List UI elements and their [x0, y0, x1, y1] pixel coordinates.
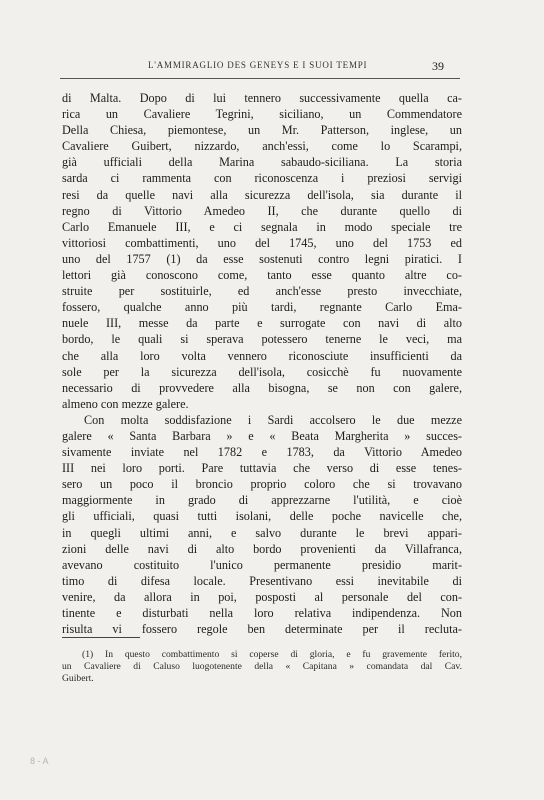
footnote — [62, 649, 462, 686]
text-line: Della Chiesa, piemontese, un Mr. Patterson, inglese, un — [62, 123, 462, 138]
text-line: galere « Santa Barbara » e « Beata Margherita » succes- — [62, 428, 462, 443]
text-line: regno di Vittorio Amedeo II, che durante quello di — [62, 203, 462, 218]
text-line: Con molta soddisfazione i Sardi accolsero le due mezze — [84, 412, 462, 427]
text-line: fossero, qualche anno più tardi, regnante Carlo Ema- — [62, 300, 462, 315]
text-line: bordo, le quali si sperava potessero tenerne le veci, ma — [62, 332, 462, 347]
text-line: Cavaliere Guibert, nizzardo, anch'essi, come lo Scarampi, — [62, 139, 462, 154]
text-line: sivamente inviate nel 1782 e 1783, da Vittorio Amedeo — [62, 445, 462, 460]
text-line: maggiormente in grado di apprezzarne l'utilità, e cioè — [62, 493, 462, 508]
text-line: gli ufficiali, quasi tutti isolani, delle poche navicelle che, — [62, 509, 462, 524]
text-line: uno del 1757 (1) da esse sostenuti contro legni piratici. I — [62, 251, 462, 266]
text-line: rica un Cavaliere Tegrini, siciliano, un Commendatore — [62, 107, 462, 122]
text-line: zioni delle navi di alto bordo provenienti da Villafranca, — [62, 541, 462, 556]
text-line: tinente e disturbati nella loro relativa indipendenza. Non — [62, 606, 462, 620]
text-line: di Malta. Dopo di lui tennero successivamente quella ca- — [62, 91, 462, 105]
footnote-rule — [62, 637, 140, 638]
text-line: che alla loro volta vennero riconosciute insufficienti da — [62, 348, 462, 363]
text-line: sero un poco il broncio proprio coloro che si trovavano — [62, 477, 462, 492]
text-line: avevano costituito l'unico permanente presidio marit- — [62, 557, 462, 572]
corner-mark: 8 - A — [30, 756, 49, 766]
text-line: in quegli ultimi anni, e salvo durante le brevi appari- — [62, 525, 462, 540]
text-line: venire, da allora in poi, posposti al personale del con- — [62, 589, 462, 604]
text-line: III nei loro porti. Pare tuttavia che verso di esse tenes- — [62, 461, 462, 476]
text-line: vittoriosi combattimenti, uno del 1745, uno del 1753 ed — [62, 235, 462, 250]
text-line: almeno con mezze galere. — [62, 396, 189, 411]
text-line: lettori già conoscono come, tanto esse quanto altre co- — [62, 268, 462, 283]
text-line: timo di difesa locale. Presentivano essi inevitabile di — [62, 573, 462, 588]
text-line: sole per la sicurezza dell'isola, cosicchè fu nuovamente — [62, 364, 462, 379]
text-line: sarda ci rammenta con riconoscenza i preziosi servigi — [62, 171, 462, 186]
body-text — [62, 90, 462, 637]
footnote-line: un Cavaliere di Caluso luogotenente della « Capitana » comandata dal Cav. — [62, 661, 462, 673]
header-rule — [60, 78, 460, 79]
text-line: risulta vi fossero regole ben determinate per il recluta- — [62, 622, 462, 637]
text-line: già ufficiali della Marina sabaudo-siciliana. La storia — [62, 155, 462, 170]
text-line: struite per sostituirle, ed anch'esse presto invecchiate, — [62, 284, 462, 299]
running-head: L'AMMIRAGLIO DES GENEYS E I SUOI TEMPI — [148, 60, 368, 70]
text-line: nuele III, messe da parte e surrogate con navi di alto — [62, 316, 462, 331]
footnote-line: Guibert. — [62, 673, 94, 685]
page-number: 39 — [432, 59, 444, 73]
text-line: resi da quelle navi alla sicurezza dell'isola, sia durante il — [62, 187, 462, 202]
text-line: Carlo Emanuele III, e ci segnala in modo speciale tre — [62, 219, 462, 234]
footnote-line: (1) In questo combattimento si coperse di gloria, e fu gravemente ferito, — [82, 649, 462, 660]
text-line: necessario di provvedere alla bisogna, se non con galere, — [62, 380, 462, 395]
